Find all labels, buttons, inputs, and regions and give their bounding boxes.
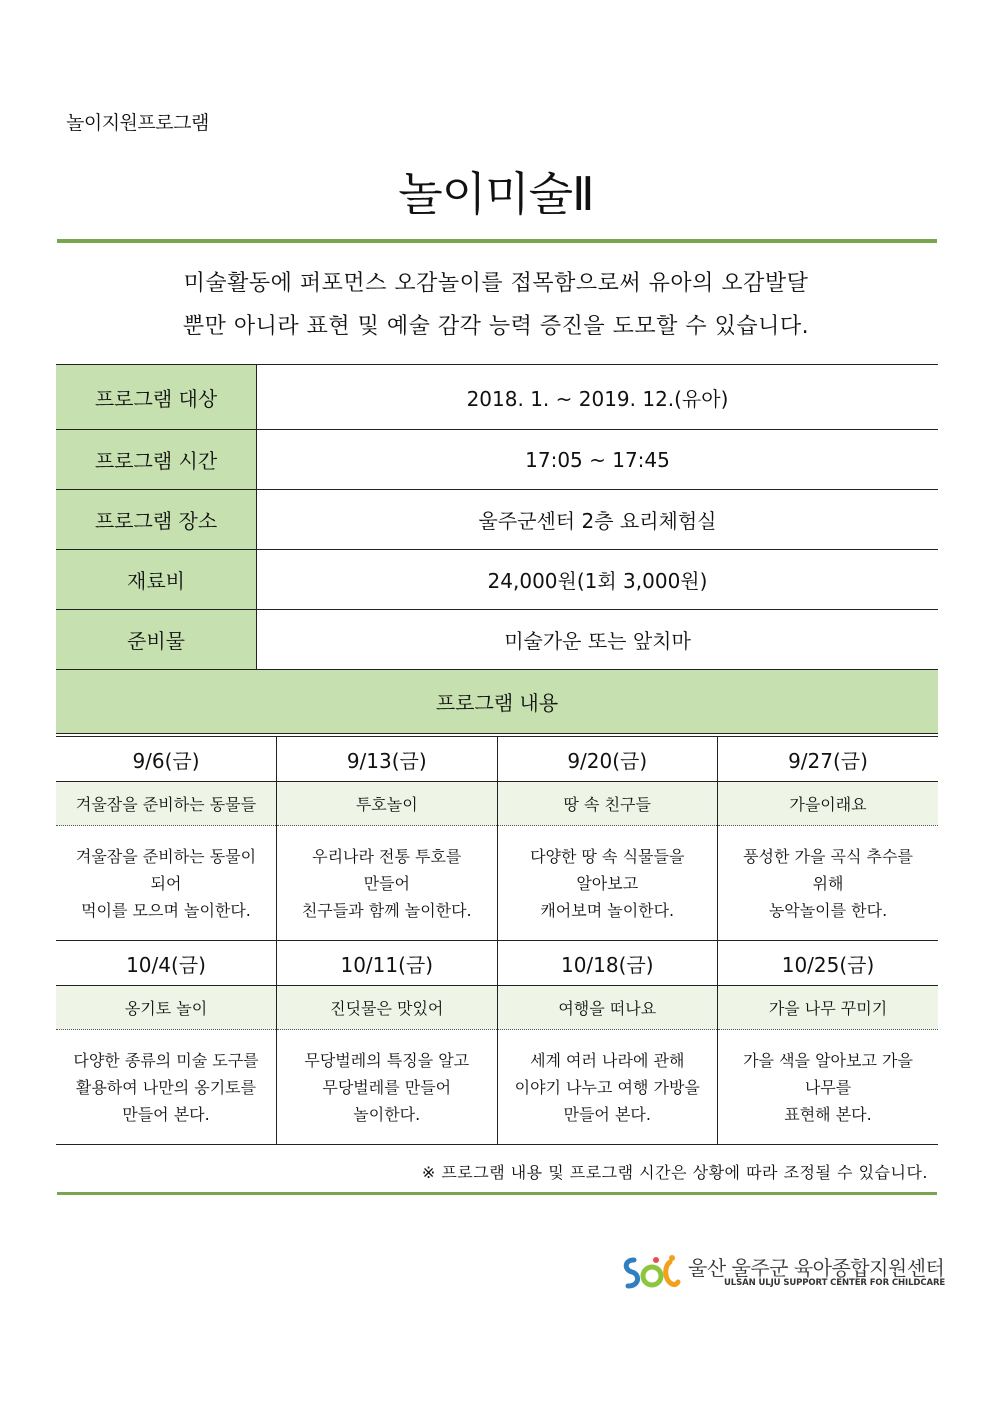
schedule-note: ※ 프로그램 내용 및 프로그램 시간은 상황에 따라 조정될 수 있습니다.: [421, 1163, 928, 1182]
info-value: 2018. 1. ~ 2019. 12.(유아): [257, 365, 939, 430]
session-date: 9/13(금): [277, 737, 498, 782]
center-logo: [620, 1252, 946, 1294]
session-detail: [56, 826, 277, 941]
detail-line: 나무를: [804, 1077, 852, 1097]
schedule-table: [56, 736, 938, 1145]
content-header: 프로그램 내용: [56, 670, 938, 734]
content-header-row: [56, 670, 938, 734]
detail-row: [56, 826, 938, 941]
info-value: 17:05 ~ 17:45: [257, 430, 939, 490]
info-row-time: [56, 430, 938, 490]
program-category: 놀이지원프로그램: [66, 112, 209, 134]
info-value: 미술가운 또는 앞치마: [257, 610, 939, 670]
info-row-target: [56, 365, 938, 430]
info-row-fee: [56, 550, 938, 610]
session-date: 10/11(금): [277, 941, 498, 986]
session-date: 9/20(금): [497, 737, 718, 782]
session-topic: 겨울잠을 준비하는 동물들: [56, 782, 277, 826]
detail-line: 다양한 땅 속 식물들을: [530, 846, 685, 866]
session-detail: [56, 1030, 277, 1145]
session-date: 10/18(금): [497, 941, 718, 986]
info-label: 프로그램 대상: [56, 365, 257, 430]
page-title: 놀이미술Ⅱ: [398, 167, 594, 221]
center-korean-name: 울산 울주군 육아종합지원센터: [688, 1256, 945, 1280]
detail-line: 농악놀이를 한다.: [768, 900, 888, 920]
topic-row: [56, 986, 938, 1030]
detail-line: 활용하여 나만의 옹기토를: [75, 1077, 257, 1097]
info-label: 준비물: [56, 610, 257, 670]
program-description: [0, 262, 992, 348]
session-date: 10/4(금): [56, 941, 277, 986]
footer-divider: [57, 1192, 937, 1195]
center-logo-icon: [620, 1252, 682, 1292]
info-value: 울주군센터 2층 요리체험실: [257, 490, 939, 550]
topic-row: [56, 782, 938, 826]
detail-line: 만들어 본다.: [122, 1104, 210, 1124]
detail-line: 무당벌레의 특징을 알고: [304, 1050, 470, 1070]
session-topic: 땅 속 친구들: [497, 782, 718, 826]
detail-line: 이야기 나누고 여행 가방을: [514, 1077, 700, 1097]
session-topic: 여행을 떠나요: [497, 986, 718, 1030]
detail-line: 놀이한다.: [353, 1104, 421, 1124]
session-topic: 가을이래요: [718, 782, 939, 826]
date-row: [56, 941, 938, 986]
session-topic: 옹기토 놀이: [56, 986, 277, 1030]
detail-line: 풍성한 가을 곡식 추수를: [743, 846, 913, 866]
detail-line: 먹이를 모으며 놀이한다.: [81, 900, 251, 920]
session-date: 10/25(금): [718, 941, 939, 986]
detail-line: 무당벌레를 만들어: [322, 1077, 452, 1097]
detail-line: 다양한 종류의 미술 도구를: [73, 1050, 259, 1070]
info-row-place: [56, 490, 938, 550]
info-label: 재료비: [56, 550, 257, 610]
session-detail: [497, 826, 718, 941]
session-detail: [277, 1030, 498, 1145]
detail-line: 가을 색을 알아보고 가을: [743, 1050, 913, 1070]
detail-line: 만들어 본다.: [563, 1104, 651, 1124]
info-label: 프로그램 시간: [56, 430, 257, 490]
detail-line: 표현해 본다.: [784, 1104, 872, 1124]
detail-line: 알아보고: [576, 873, 639, 893]
date-row: [56, 737, 938, 782]
info-value: 24,000원(1회 3,000원): [257, 550, 939, 610]
session-detail: [718, 826, 939, 941]
description-line: 미술활동에 퍼포먼스 오감놀이를 접목함으로써 유아의 오감발달: [183, 271, 809, 296]
program-info-table: [56, 364, 938, 734]
detail-line: 우리나라 전통 투호를: [312, 846, 462, 866]
detail-line: 겨울잠을 준비하는 동물이: [75, 846, 257, 866]
detail-line: 친구들과 함께 놀이한다.: [301, 900, 472, 920]
detail-line: 세계 여러 나라에 관해: [530, 1050, 685, 1070]
session-detail: [277, 826, 498, 941]
info-label: 프로그램 장소: [56, 490, 257, 550]
detail-line: 캐어보며 놀이한다.: [540, 900, 675, 920]
detail-row: [56, 1030, 938, 1145]
session-detail: [497, 1030, 718, 1145]
session-topic: 진딧물은 맛있어: [277, 986, 498, 1030]
detail-line: 되어: [150, 873, 182, 893]
session-date: 9/6(금): [56, 737, 277, 782]
description-line: 뿐만 아니라 표현 및 예술 감각 능력 증진을 도모할 수 있습니다.: [182, 314, 810, 339]
center-english-name: ULSAN ULJU SUPPORT CENTER FOR CHILDCARE: [724, 1278, 946, 1288]
info-row-supplies: [56, 610, 938, 670]
title-divider: [57, 239, 937, 243]
detail-line: 위해: [812, 873, 844, 893]
session-detail: [718, 1030, 939, 1145]
detail-line: 만들어: [363, 873, 410, 893]
session-date: 9/27(금): [718, 737, 939, 782]
session-topic: 투호놀이: [277, 782, 498, 826]
session-topic: 가을 나무 꾸미기: [718, 986, 939, 1030]
